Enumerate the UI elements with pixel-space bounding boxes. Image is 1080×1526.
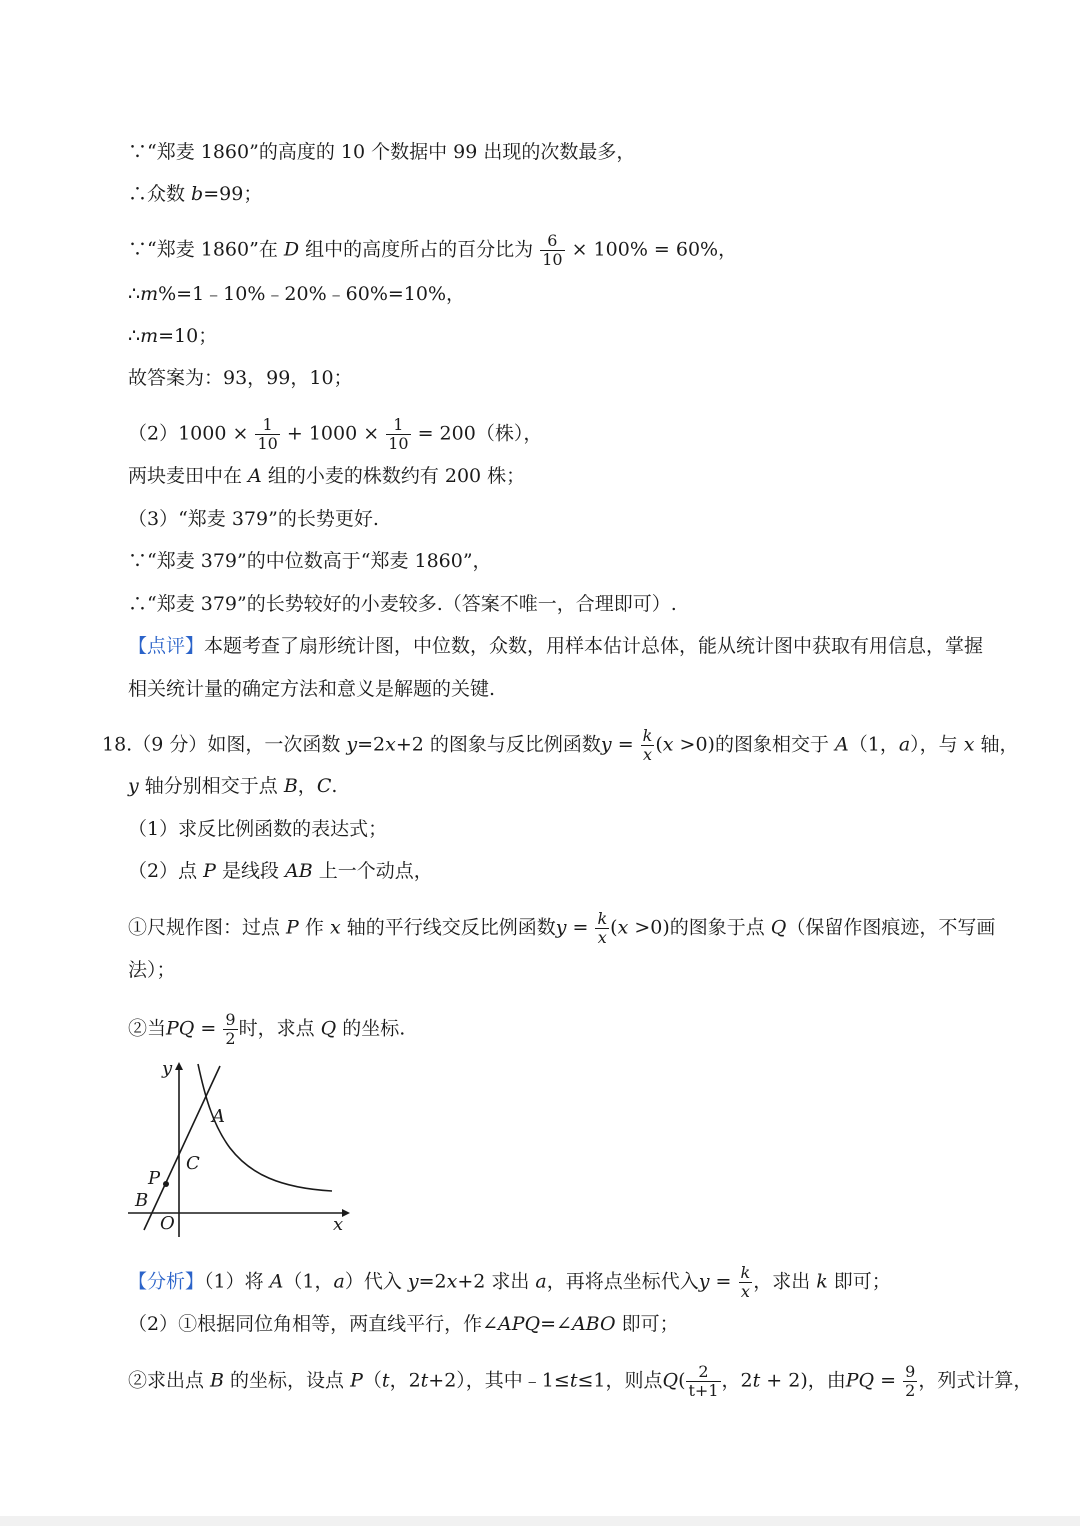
comment-tag: 【点评】 xyxy=(128,635,205,657)
analysis-line-2: （2）①根据同位角相等，两直线平行，作∠APQ=∠ABO 即可； xyxy=(128,1313,679,1335)
x-axis-arrow xyxy=(342,1209,350,1217)
analysis-tag: 【分析】 xyxy=(128,1270,205,1293)
question-18-part1: （1）求反比例函数的表达式； xyxy=(128,818,388,840)
solution-line-percentage: ∵“郑麦 1860”在 D 组中的高度所占的百分比为 $\frac{6}{10}$ × 100% = 60%， xyxy=(128,231,738,269)
fraction: $\frac{k}{x}$ xyxy=(597,909,608,947)
solution-line-m-percent: ∴m%=1﹣10%﹣20%﹣60%=10%， xyxy=(128,283,466,305)
comment-line-2: 相关统计量的确定方法和意义是解题的关键. xyxy=(128,678,496,700)
solution-line-part2-result: 两块麦田中在 A 组的小麦的株数约有 200 株； xyxy=(128,465,526,487)
page-bottom-edge xyxy=(0,1516,1080,1526)
fraction: $\frac{k}{x}$ xyxy=(642,726,653,764)
label-p: P xyxy=(148,1168,161,1189)
solution-line-m-value: ∴m=10； xyxy=(128,325,218,347)
analysis-line-1: 【分析】（1）将 A（1，a）代入 y=2x+2 求出 a，再将点坐标代入y = $\frac{k}{x}$ ，求出 k 即可； xyxy=(128,1263,891,1301)
y-axis-arrow xyxy=(175,1062,183,1070)
hyperbola-curve xyxy=(198,1064,332,1191)
label-b: B xyxy=(135,1190,149,1211)
question-18-stem: 18.（9 分）如图，一次函数 y=2x+2 的图象与反比例函数y = $\frac{k}{x}$ (x >0)的图象相交于 A（1，a），与 x 轴， xyxy=(102,726,1019,764)
label-x: x xyxy=(333,1214,344,1235)
fraction: $\frac{1}{10}$ xyxy=(388,415,409,453)
label-a: A xyxy=(212,1106,225,1127)
question-18-stem-cont: y 轴分别相交于点 B，C. xyxy=(128,775,338,797)
solution-line-mode-value: ∴众数 b=99； xyxy=(128,183,263,205)
label-c: C xyxy=(186,1153,200,1174)
label-o: O xyxy=(160,1213,175,1234)
analysis-line-3: ②求出点 B 的坐标，设点 P（t，2t+2），其中﹣1≤t≤1，则点Q( $\frac{2}{t+1}$ ，2t + 2)，由PQ = $\frac{9}{2}$ ，列式计算， xyxy=(128,1362,1033,1400)
question-18-part2-1-cont: 法）； xyxy=(128,959,176,981)
solution-line-part3: （3）“郑麦 379”的长势更好. xyxy=(128,508,379,530)
linear-function-line xyxy=(144,1066,220,1230)
solution-line-answer: 故答案为：93，99，10； xyxy=(128,367,353,389)
fraction: $\frac{k}{x}$ xyxy=(740,1263,751,1301)
fraction: $\frac{9}{2}$ xyxy=(225,1010,236,1048)
comment-line-1: 【点评】本题考查了扇形统计图，中位数，众数，用样本估计总体，能从统计图中获取有用信息，掌握 xyxy=(128,635,984,657)
solution-line-part2-calc: （2）1000 × $\frac{1}{10}$ + 1000 × $\frac{1}{10}$ = 200（株）， xyxy=(128,415,543,453)
fraction: $\frac{6}{10}$ xyxy=(542,231,563,269)
solution-line-part3-conclusion: ∴“郑麦 379”的长势较好的小麦较多.（答案不唯一，合理即可）. xyxy=(128,593,677,615)
question-18-part2-2: ②当PQ = $\frac{9}{2}$ 时，求点 Q 的坐标. xyxy=(128,1010,406,1048)
fraction: $\frac{1}{10}$ xyxy=(257,415,278,453)
question-18-part2-1: ①尺规作图：过点 P 作 x 轴的平行线交反比例函数y = $\frac{k}{x}$ (x >0)的图象于点 Q（保留作图痕迹，不写画 xyxy=(128,909,996,947)
label-y: y xyxy=(162,1058,173,1079)
point-p xyxy=(163,1181,169,1187)
solution-line-mode-reason: ∵“郑麦 1860”的高度的 10 个数据中 99 出现的次数最多， xyxy=(128,141,636,163)
solution-line-part3-reason: ∵“郑麦 379”的中位数高于“郑麦 1860”， xyxy=(128,550,492,572)
function-graph-figure xyxy=(120,1052,360,1242)
fraction: $\frac{2}{t+1}$ xyxy=(688,1362,719,1400)
fraction: $\frac{9}{2}$ xyxy=(905,1362,916,1400)
question-18-part2: （2）点 P 是线段 AB 上一个动点， xyxy=(128,860,433,882)
